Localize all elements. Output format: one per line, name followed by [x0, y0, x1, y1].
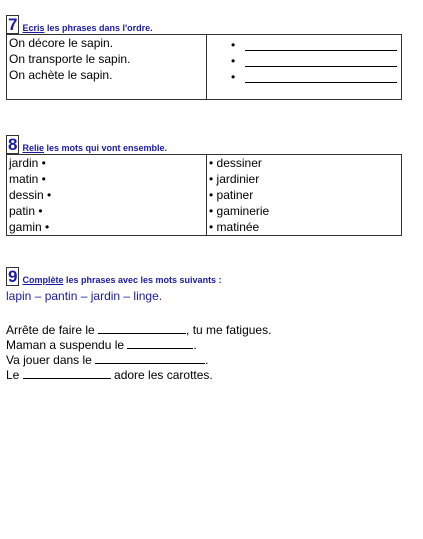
fill-sentence: Arrête de faire le , tu me fatigues.: [6, 323, 272, 337]
fill-sentence: Le adore les carottes.: [6, 368, 213, 382]
fill-blank[interactable]: [23, 368, 111, 379]
answer-blank[interactable]: [245, 72, 397, 83]
fill-sentence: Va jouer dans le .: [6, 353, 209, 367]
sentences-cell: [7, 35, 207, 100]
fill-sentence: Maman a suspendu le .: [6, 338, 197, 352]
exercise-8-header: [6, 134, 402, 154]
match-word[interactable]: gamin •: [9, 220, 50, 234]
answer-line: •: [209, 69, 401, 85]
match-word[interactable]: matin •: [9, 172, 46, 186]
exercise-9: [6, 266, 402, 383]
answer-blank[interactable]: [245, 40, 397, 51]
exercise-9-header: [6, 266, 402, 286]
words-right-cell: [207, 155, 402, 236]
sentence: On décore le sapin.: [9, 36, 114, 50]
fill-blank[interactable]: [98, 323, 186, 334]
exercise-instruction: Ecris les phrases dans l'ordre.: [22, 23, 153, 33]
exercise-number: 8: [8, 135, 18, 154]
sentence: On achète le sapin.: [9, 68, 113, 82]
fill-blank[interactable]: [127, 338, 193, 349]
exercise-number: 9: [8, 267, 18, 286]
words-left-cell: [7, 155, 207, 236]
match-word[interactable]: patin •: [9, 204, 43, 218]
match-word[interactable]: • patiner: [209, 188, 254, 202]
answers-cell: [207, 35, 402, 100]
match-word[interactable]: • dessiner: [209, 156, 262, 170]
exercise-instruction: Relie les mots qui vont ensemble.: [22, 143, 168, 153]
fill-sentences: [6, 323, 402, 383]
word-bank: lapin – pantin – jardin – linge.: [6, 289, 163, 303]
sentence: On transporte le sapin.: [9, 52, 131, 66]
match-word[interactable]: • matinée: [209, 220, 260, 234]
match-word[interactable]: jardin •: [9, 156, 46, 170]
fill-blank[interactable]: [95, 353, 205, 364]
answer-line: •: [209, 53, 401, 69]
matching-table: [6, 154, 402, 236]
exercise-instruction: Complète les phrases avec les mots suivants :: [22, 275, 222, 285]
match-word[interactable]: • gaminerie: [209, 204, 270, 218]
exercise-7-header: [6, 14, 402, 34]
exercise-7: [6, 14, 402, 100]
answer-line: •: [209, 37, 401, 53]
answer-blank[interactable]: [245, 56, 397, 67]
exercise-number: 7: [8, 15, 18, 34]
exercise-8: [6, 134, 402, 236]
match-word[interactable]: • jardinier: [209, 172, 260, 186]
ordering-table: [6, 34, 402, 100]
match-word[interactable]: dessin •: [9, 188, 52, 202]
